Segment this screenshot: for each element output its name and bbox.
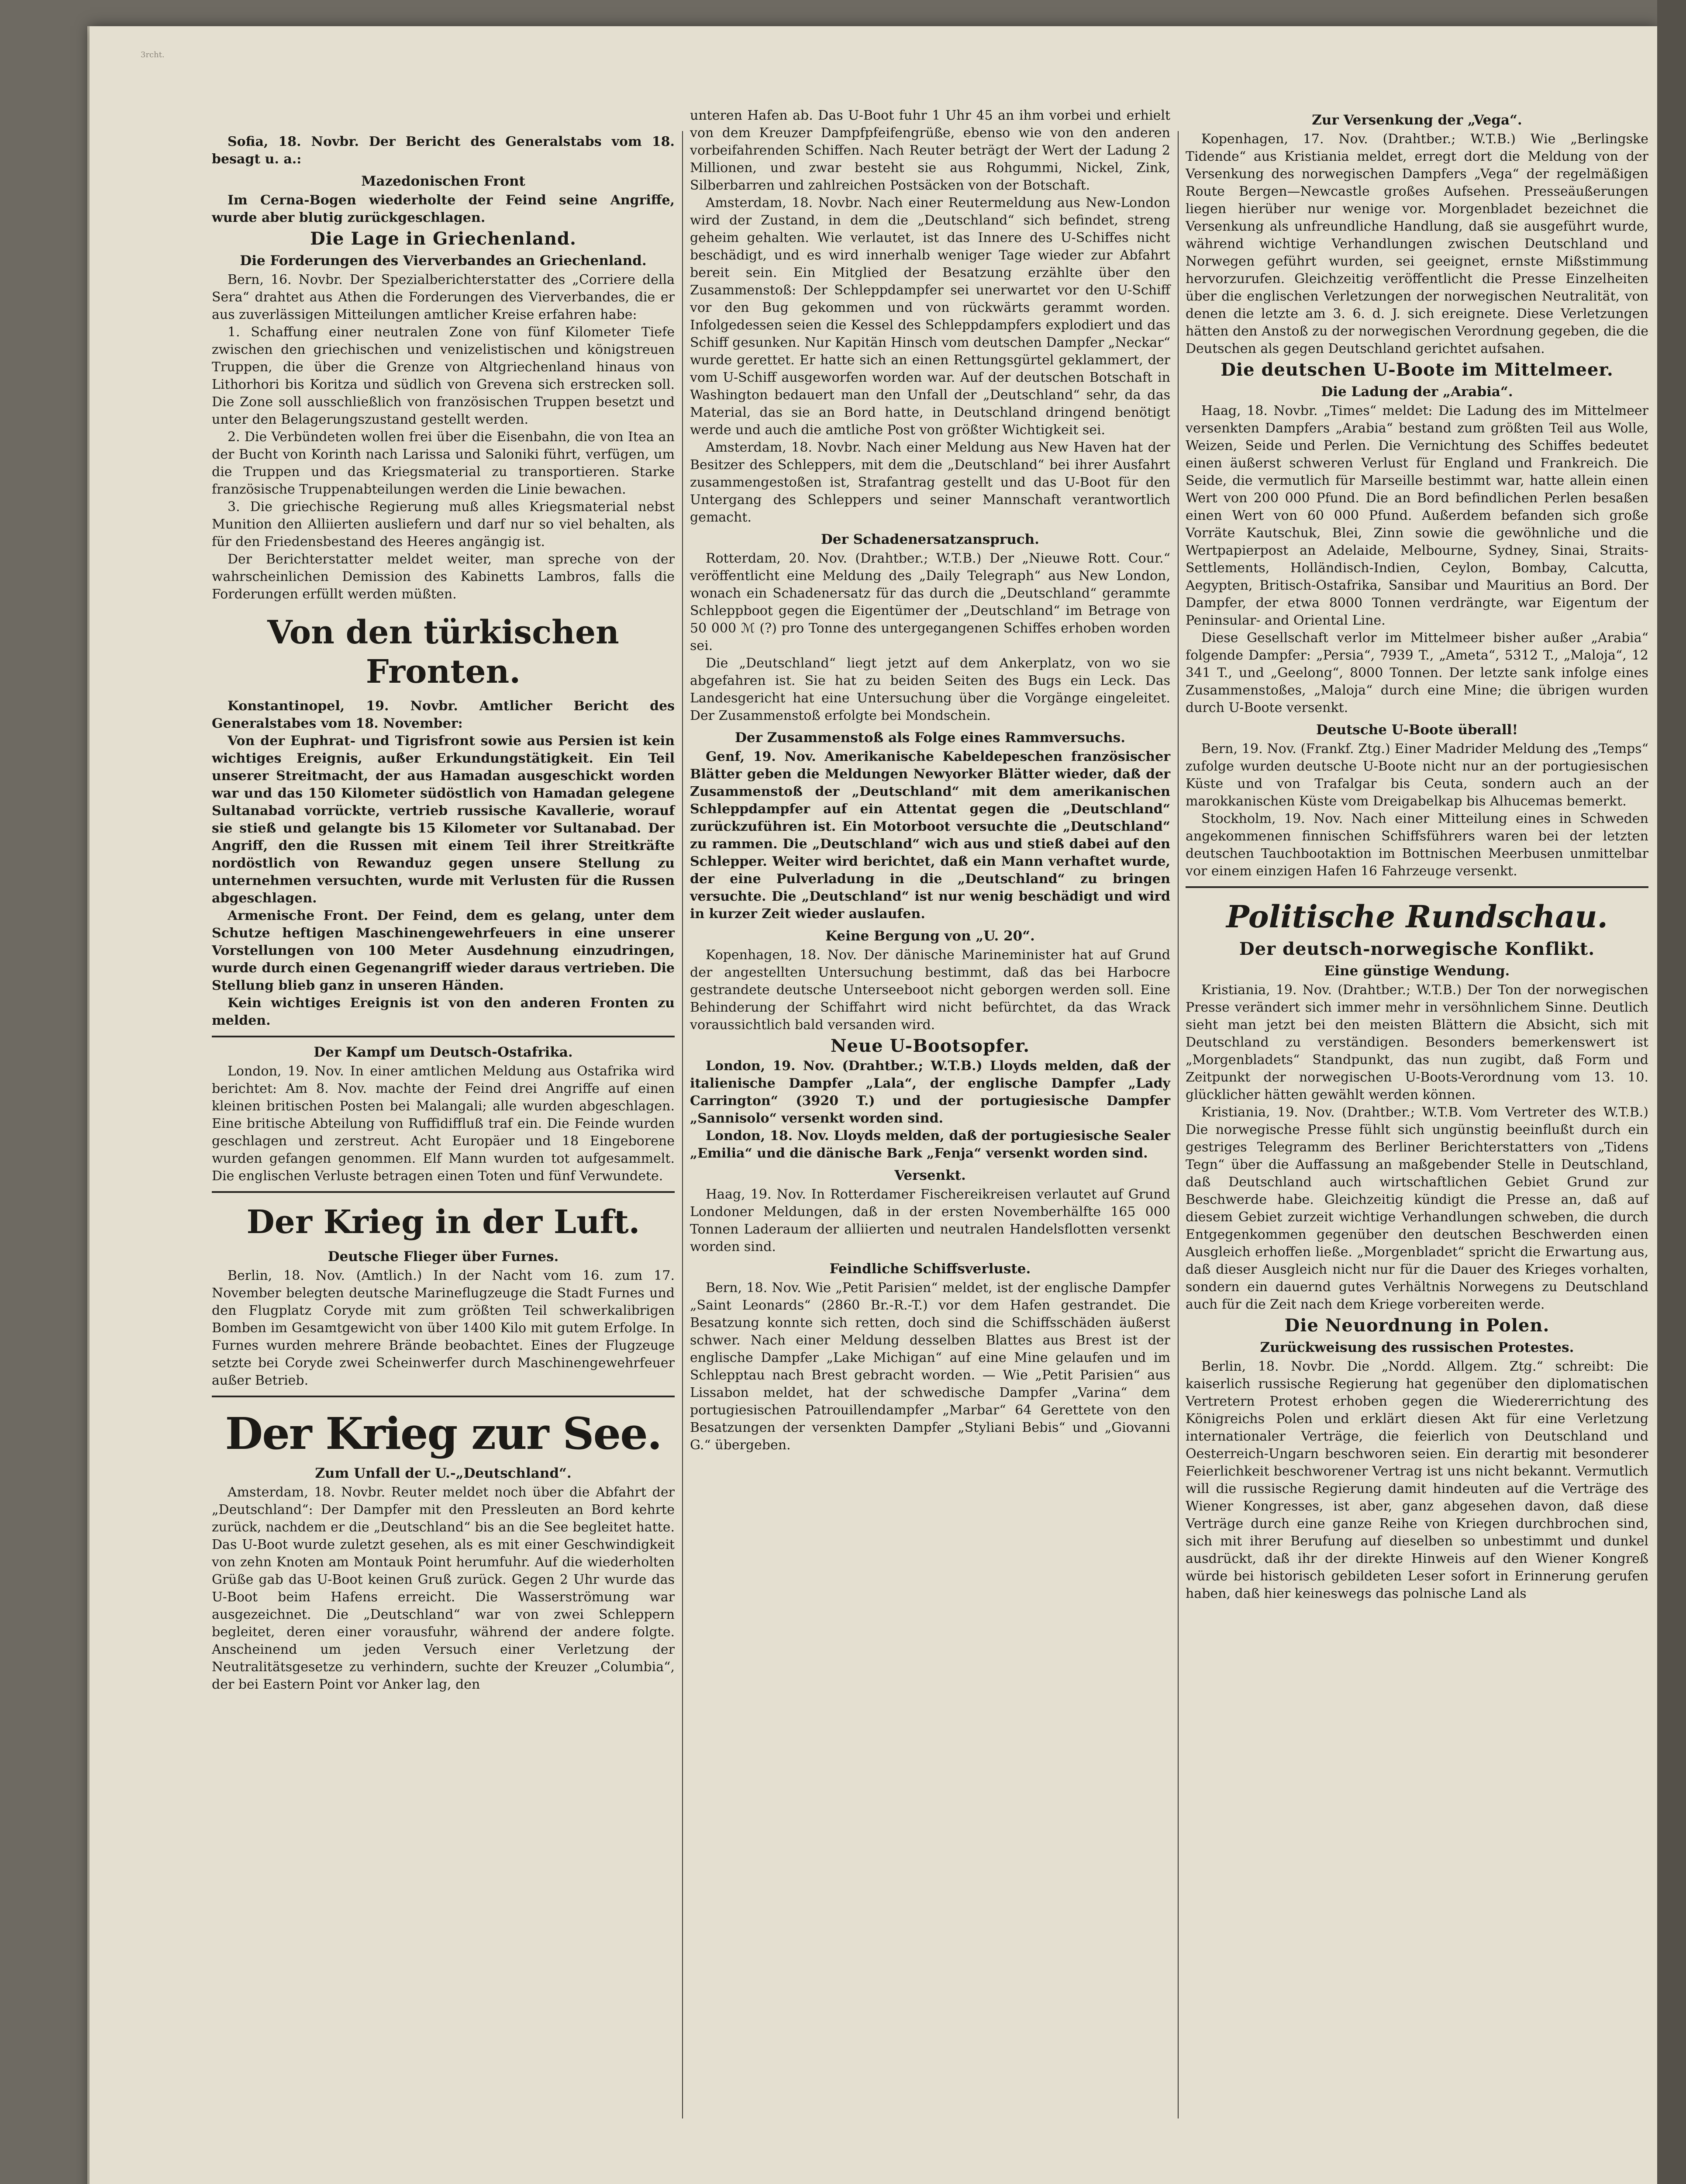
subheading: Eine günstige Wendung. [1324, 963, 1510, 979]
subheading: Deutsche U-Boote überall! [1316, 722, 1518, 738]
separator-rule [212, 1036, 675, 1037]
article-paragraph: Kristiania, 19. Nov. (Drahtber.; W.T.B.) Der Ton der norwegischen Presse verändert sich immer mehr in versöhnlichem Sinne. Deutlich sieht man jetzt bei den meisten Blättern die Absicht, sich mit Deutschland zu verständigen. Besonders bemerkenswert ist „Morgenbladets“ Standpunkt, das nun zugibt, daß Form und Zeitpunkt der norwegischen U-Boots-Verordnung vom 13. 10. glücklicher hätten gewählt werden können. [1186, 982, 1648, 1102]
section-heading: Die deutschen U-Boote im Mittelmeer. [1221, 359, 1614, 380]
banner-headline: Der Krieg zur See. [225, 1408, 662, 1459]
subheading: Versenkt. [894, 1168, 966, 1183]
article-paragraph: Bern, 18. Nov. Wie „Petit Parisien“ meldet, ist der englische Dampfer „Saint Leonards“ (2860 Br.-R.-T.) vor dem Hafen gestrandet. Die Besatzung konnte sich retten, doch sind die Schiffsschäden äußerst schwer. Nach einer Meldung desselben Blattes aus Brest ist der englische Dampfer „Lake Michigan“ auf eine Mine gelaufen und im Schlepptau nach Brest gebracht worden. — Wie „Petit Parisien“ aus Lissabon meldet, hat der schwedische Dampfer „Varina“ dem portugiesischen Patrouillendampfer „Marbar“ 64 Gerettete von den Besatzungen der versenkten Dampfer „Styliani Bebis“ und „Giovanni G.“ übergeben. [690, 1280, 1170, 1453]
column-2 [690, 107, 1170, 1454]
article-paragraph: London, 18. Nov. Lloyds melden, daß der portugiesische Sealer „Emilia“ und die dänische Bark „Fenja“ versenkt worden sind. [690, 1128, 1170, 1161]
article-paragraph: Bern, 19. Nov. (Frankf. Ztg.) Einer Madrider Meldung des „Temps“ zufolge wurden deutsche U-Boote nicht nur an der portugiesischen Küste und von Trafalgar bis Ceuta, sondern auch an der marokkanischen Küste vom Dreigabelkap bis Alhucemas bemerkt. [1186, 741, 1648, 809]
article-paragraph: Rotterdam, 20. Nov. (Drahtber.; W.T.B.) Der „Nieuwe Rott. Cour.“ veröffentlicht eine Meldung des „Daily Telegraph“ aus New London, wonach ein Schadenersatz für das durch die „Deutschland“ gerammte Schleppboot gegen die Eigentümer der „Deutschland“ im Betrage von 50 000 ℳ (?) pro Tonne des untergegangenen Schiffes erhoben worden sei. [690, 551, 1170, 653]
subheading: Der Zusammenstoß als Folge eines Rammversuchs. [734, 730, 1126, 746]
article-paragraph: Haag, 18. Novbr. „Times“ meldet: Die Ladung des im Mittelmeer versenkten Dampfers „Arabia“ bestand zum größten Teil aus Wolle, Weizen, Seide und Perlen. Die Vernichtung des Schiffes bedeutet einen äußerst schweren Verlust für England und Frankreich. Die Seide, die vermutlich für Marseille bestimmt war, hatte allein einen Wert von 200 000 Pfund. Die an Bord befindlichen Perlen besaßen einen Wert von 60 000 Pfund. Außerdem befanden sich große Vorräte Kautschuk, Blei, Zinn sowie die gewöhnliche und die Wertpapierpost an Adelaide, Melbourne, Sydney, Sinai, Straits-Settlements, Holländisch-Indien, Ceylon, Bombay, Calcutta, Aegypten, Britisch-Ostafrika, Sansibar und Mauritius an Bord. Der Dampfer, der etwa 8000 Tonnen verdrängte, war Eigentum der Peninsular- and Oriental Line. [1186, 403, 1648, 628]
section-heading: Neue U-Bootsopfer. [830, 1036, 1030, 1056]
subheading: Die Forderungen des Vierverbandes an Griechenland. [240, 253, 647, 269]
article-paragraph: Amsterdam, 18. Novbr. Reuter meldet noch über die Abfahrt der „Deutschland“: Der Dampfer mit den Pressleuten an Bord kehrte zurück, nachdem er die „Deutschland“ bis an die See begleitet hatte. Das U-Boot wurde zuletzt gesehen, als es mit einer Geschwindigkeit von zehn Knoten am Montauk Point herumfuhr. Auf die wiederholten Grüße gab das U-Boot keinen Gruß zurück. Gegen 2 Uhr wurde das U-Boot beim Hafens erreicht. Die Wasserströmung war ausgezeichnet. Die „Deutschland“ war von zwei Schleppern begleitet, deren einer vorausfuhr, während der andere folgte. Anscheinend um jeden Versuch einer Verletzung der Neutralitätsgesetze zu verhindern, suchte der Kreuzer „Columbia“, der bei Eastern Point vor Anker lag, den [212, 1485, 675, 1692]
subheading: Zur Versenkung der „Vega“. [1312, 112, 1522, 128]
section-heading: Die Lage in Griechenland. [310, 228, 576, 249]
column-1 [212, 133, 675, 1693]
subheading: Deutsche Flieger über Furnes. [328, 1249, 559, 1265]
article-paragraph: Kein wichtiges Ereignis ist von den anderen Fronten zu melden. [212, 995, 675, 1028]
scan-background-strip [1657, 0, 1686, 2184]
article-paragraph: Armenische Front. Der Feind, dem es gelang, unter dem Schutze heftigen Maschinengewehrfeuers in eine unserer Vorstellungen von 100 Meter Ausdehnung einzudringen, wurde durch einen Gegenangriff wieder daraus vertrieben. Die Stellung blieb ganz in unseren Händen. [212, 908, 675, 993]
article-paragraph: Der Berichterstatter meldet weiter, man spreche von der wahrscheinlichen Demission des Kabinetts Lambros, falls die Forderungen erfüllt werden müßten. [212, 552, 675, 602]
article-paragraph: 1. Schaffung einer neutralen Zone von fünf Kilometer Tiefe zwischen den griechischen und venizelistischen und königstreuen Truppen, die über die Grenze von Altgriechenland hinaus von Lithorhori bis Koritza und südlich von Grevena sich erstrecken soll. Die Zone soll ausschließlich von französischen Truppen besetzt und unter den Belagerungszustand gestellt werden. [212, 325, 675, 427]
article-paragraph: Kristiania, 19. Nov. (Drahtber.; W.T.B. Vom Vertreter des W.T.B.) Die norwegische Presse fühlt sich ungünstig beeinflußt durch ein gestriges Telegramm des Berliner Berichterstatters von „Tidens Tegn“ über die Auffassung an maßgebender Stelle in Deutschland, daß Deutschland auch wirtschaftlichen Gebiet Grund zur Beschwerde habe. Gleichzeitig kündigt die Presse an, daß auf diesem Gebiet zurzeit wichtige Verhandlungen schweben, die durch Entgegenkommen gegenüber den deutschen Beschwerden einen Ausgleich erhoffen ließe. „Morgenbladet“ spricht die Erwartung aus, daß dieser Ausgleich nicht nur für die Dauer des Krieges vorhalten, sondern ein dauernd gutes Verhältnis Norwegens zu Deutschland auch für die Zeit nach dem Kriege vorbereiten werde. [1186, 1105, 1648, 1312]
section-heading: Die Neuordnung in Polen. [1284, 1315, 1550, 1336]
article-paragraph: Stockholm, 19. Nov. Nach einer Mitteilung eines in Schweden angekommenen finnischen Schiffsführers waren bei der letzten deutschen Tauchbootaktion im Bottnischen Meerbusen unmittelbar vor einem einzigen Hafen 16 Fahrzeuge versenkt. [1186, 811, 1648, 879]
subheading: Feindliche Schiffsverluste. [829, 1261, 1031, 1277]
article-paragraph: Von der Euphrat- und Tigrisfront sowie aus Persien ist kein wichtiges Ereignis, außer Erkundungstätigkeit. Ein Teil unserer Streitmacht, der aus Hamadan ausgeschickt worden war und das 150 Kilometer südöstlich von Hamadan gelegene Sultanabad vorrückte, vertrieb russische Kavallerie, worauf sie stieß und gelangte bis 15 Kilometer vor Sultanabad. Der Angriff, den die Russen mit einem Teil ihrer Streitkräfte nordöstlich von Rewanduz gegen unsere Stellung zu unternehmen versuchten, wurde mit Verlusten für die Russen abgeschlagen. [212, 733, 675, 906]
major-headline: Der Krieg in der Luft. [246, 1203, 640, 1241]
article-paragraph: Bern, 16. Novbr. Der Spezialberichterstatter des „Corriere della Sera“ drahtet aus Athen die Forderungen des Vierverbandes, die er aus zuverlässigen Mitteilungen amtlicher Kreise erfahren habe: [212, 272, 675, 322]
article-paragraph: Kopenhagen, 17. Nov. (Drahtber.; W.T.B.) Wie „Berlingske Tidende“ aus Kristiania meldet, erregt dort die Meldung von der Versenkung des norwegischen Dampfers „Vega“ der regelmäßigen Route Bergen—Newcastle großes Aufsehen. Presseäußerungen liegen hierüber nur wenige vor. Morgenbladet bezeichnet die Versenkung als unfreundliche Handlung, daß sie ausgeführt wurde, während wichtige Verhandlungen zwischen Deutschland und Norwegen geführt wurden, sei geeignet, ernste Mißstimmung hervorzurufen. Gleichzeitig veröffentlicht die Presse Einzelheiten über die englischen Verletzungen der norwegischen Neutralität, von denen die letzte am 3. 6. d. J. sich ereignete. Diese Verletzungen hätten den Anstoß zu der norwegischen Verordnung gegeben, die die Deutschen als gegen Deutschland gerichtet aufsahen. [1186, 131, 1648, 356]
article-paragraph: Berlin, 18. Nov. (Amtlich.) In der Nacht vom 16. zum 17. November belegten deutsche Marineflugzeuge die Stadt Furnes und den Flugplatz Coryde mit zum größten Teil schwerkalibrigen Bomben im Gesamtgewicht von über 1400 Kilo mit gutem Erfolge. In Furnes wurden mehrere Brände beobachtet. Eines der Flugzeuge setzte bei Coryde zwei Scheinwerfer durch Maschinengewehrfeuer außer Betrieb. [212, 1268, 675, 1388]
article-paragraph: unteren Hafen ab. Das U-Boot fuhr 1 Uhr 45 an ihm vorbei und erhielt von dem Kreuzer Dampfpfeifengrüße, ebenso wie von den anderen vorbeifahrenden Schiffen. Nach Reuter beträgt der Wert der Ladung 2 Millionen, und zwar besteht sie aus Rohgummi, Nickel, Zink, Silberbarren und zahlreichen Postsäcken von der Botschaft. [690, 108, 1170, 193]
article-paragraph: Amsterdam, 18. Novbr. Nach einer Reutermeldung aus New-London wird der Zustand, in dem die „Deutschland“ sich befindet, streng geheim gehalten. Wie verlautet, ist das Innere des U-Schiffes nicht beschädigt, und es wird innerhalb weniger Tage wieder zur Abfahrt bereit sein. Ein Mitglied der Besatzung erzählte über den Zusammenstoß: Der Schleppdampfer sei unerwartet vor den U-Schiff vor den Bug gekommen und von rückwärts gerammt worden. Infolgedessen seien die Kessel des Schleppdampfers explodiert und das Schiff gesunken. Nur Kapitän Hinsch vom deutschen Dampfer „Neckar“ wurde gerettet. Er hatte sich an einen Rettungsgürtel geklammert, der vom U-Schiff ausgeworfen worden war. Auf der deutschen Botschaft in Washington bedauert man den Unfall der „Deutschland“ sehr, da das Material, das sie an Bord hatte, in Deutschland dringend benötigt werde und auch die amtliche Post von größter Wichtigkeit sei. [690, 195, 1170, 438]
article-paragraph: Die „Deutschland“ liegt jetzt auf dem Ankerplatz, von wo sie abgefahren ist. Sie hat zu beiden Seiten des Bugs ein Leck. Das Landesgericht hat eine Untersuchung über die Vorgänge eingeleitet. Der Zusammenstoß erfolgte bei Mondschein. [690, 656, 1170, 723]
article-paragraph: Konstantinopel, 19. Novbr. Amtlicher Bericht des Generalstabes vom 18. November: [212, 698, 675, 731]
article-paragraph: Amsterdam, 18. Novbr. Nach einer Meldung aus New Haven hat der Besitzer des Schleppers, mit dem die „Deutschland“ bei ihrer Ausfahrt zusammengestoßen ist, Strafantrag gestellt und das U-Boot für den Untergang des Schleppers und seiner Mannschaft verantwortlich gemacht. [690, 440, 1170, 525]
article-paragraph: 2. Die Verbündeten wollen frei über die Eisenbahn, die von Itea an der Bucht von Korinth nach Larissa und Saloniki führt, verfügen, um die Truppen und das Kriegsmaterial zu transportieren. Starke französische Truppenabteilungen werden die Linie bewachen. [212, 429, 675, 497]
major-headline: Von den türkischen Fronten. [267, 614, 619, 691]
subheading: Mazedonischen Front [361, 173, 525, 189]
corner-mark: 3rcht. [141, 50, 165, 59]
separator-rule [212, 1396, 675, 1397]
column-3 [1186, 107, 1648, 1603]
subheading: Die Ladung der „Arabia“. [1321, 384, 1513, 400]
column-divider-1 [682, 131, 683, 2118]
separator-rule [212, 1191, 675, 1193]
article-paragraph: Kopenhagen, 18. Nov. Der dänische Marineminister hat auf Grund der angestellten Untersuchung bestimmt, daß das bei Harbocre gestrandete deutsche Unterseeboot nicht geborgen werden soll. Eine Behinderung der Schiffahrt wird nicht befürchtet, da das Wrack voraussichtlich bald versanden wird. [690, 947, 1170, 1033]
subheading: Zurückweisung des russischen Protestes. [1260, 1340, 1574, 1355]
subheading: Der Kampf um Deutsch-Ostafrika. [314, 1044, 573, 1060]
subheading: Zum Unfall der U.-„Deutschland“. [315, 1465, 572, 1481]
section-banner: Politische Rundschau. [1226, 898, 1608, 935]
separator-rule [1186, 886, 1648, 888]
subheading: Keine Bergung von „U. 20“. [825, 928, 1035, 944]
article-paragraph: London, 19. Nov. In einer amtlichen Meldung aus Ostafrika wird berichtet: Am 8. Nov. machte der Feind drei Angriffe auf einen kleinen britischen Posten bei Malangali; alle wurden abgeschlagen. Eine britische Abteilung von Ruffidiffluß traf ein. Die Feinde wurden geschlagen und zerstreut. Acht Europäer und 18 Eingeborene wurden gefangen genommen. Elf Mann wurden tot aufgesammelt. Die englischen Verluste betragen einen Toten und fünf Verwundete. [212, 1064, 675, 1184]
section-heading: Der deutsch-norwegische Konflikt. [1239, 939, 1595, 959]
subheading: Der Schadenersatzanspruch. [821, 532, 1039, 547]
article-paragraph: Berlin, 18. Novbr. Die „Nordd. Allgem. Ztg.“ schreibt: Die kaiserlich russische Regierung hat gegenüber den diplomatischen Vertretern Protest erhoben gegen die Wiedererrichtung des Königreichs Polen und erklärt diesen Akt für eine Verletzung internationaler Verträge, die feierlich von Deutschland und Oesterreich-Ungarn beschworen seien. Ein derartig mit besonderer Feierlichkeit beschworener Vertrag ist uns nicht bekannt. Vermutlich will die russische Regierung damit hindeuten auf die Verträge des Wiener Kongresses, ist aber, ganz abgesehen davon, daß diese Verträge durch eine ganze Reihe von Kriegen durchbrochen sind, sich mit ihrer Berufung auf dieselben so unbestimmt und dunkel ausdrückt, daß ihr der direkte Hinweis auf den Wiener Kongreß würde bei historisch gebildeten Leser sofort in Erinnerung gerufen haben, daß hier keineswegs das polnische Land als [1186, 1359, 1648, 1601]
article-paragraph: Haag, 19. Nov. In Rotterdamer Fischereikreisen verlautet auf Grund Londoner Meldungen, daß in der ersten Novemberhälfte 165 000 Tonnen Laderaum der alliierten und neutralen Handelsflotten versenkt worden sind. [690, 1187, 1170, 1254]
article-paragraph: London, 19. Nov. (Drahtber.; W.T.B.) Lloyds melden, daß der italienische Dampfer „Lala“, der englische Dampfer „Lady Carrington“ (3920 T.) und der portugiesische Dampfer „Sannisolo“ versenkt worden sind. [690, 1058, 1170, 1126]
article-paragraph: Sofia, 18. Novbr. Der Bericht des Generalstabs vom 18. besagt u. a.: [212, 134, 675, 167]
article-paragraph: 3. Die griechische Regierung muß alles Kriegsmaterial nebst Munition den Alliierten ausliefern und darf nur so viel behalten, als für den Friedensbestand des Heeres angängig ist. [212, 499, 675, 549]
article-paragraph: Im Cerna-Bogen wiederholte der Feind seine Angriffe, wurde aber blutig zurückgeschlagen. [212, 193, 675, 225]
column-divider-2 [1178, 131, 1179, 2118]
article-paragraph: Diese Gesellschaft verlor im Mittelmeer bisher außer „Arabia“ folgende Dampfer: „Persia“, 7939 T., „Ameta“, 5312 T., „Maloja“, 12 341 T., und „Geelong“, 8000 Tonnen. Der letzte sank infolge eines Zusammenstoßes, „Malojа“ durch eine Mine; die übrigen wurden durch U-Boote versenkt. [1186, 630, 1648, 715]
article-paragraph: Genf, 19. Nov. Amerikanische Kabeldepeschen französischer Blätter geben die Meldungen Newyorker Blätter wieder, daß der Zusammenstoß der „Deutschland“ mit dem amerikanischen Schleppdampfer auf ein Attentat gegen die „Deutschland“ zurückzuführen ist. Ein Motorboot versuchte die „Deutschland“ zu rammen. Die „Deutschland“ wich aus und stieß dabei auf den Schlepper. Weiter wird berichtet, daß ein Mann verhaftet wurde, der eine Pulverladung in die „Deutschland“ zu bringen versuchte. Die „Deutschland“ ist nur wenig beschädigt und wird in kurzer Zeit wieder auslaufen. [690, 749, 1170, 922]
